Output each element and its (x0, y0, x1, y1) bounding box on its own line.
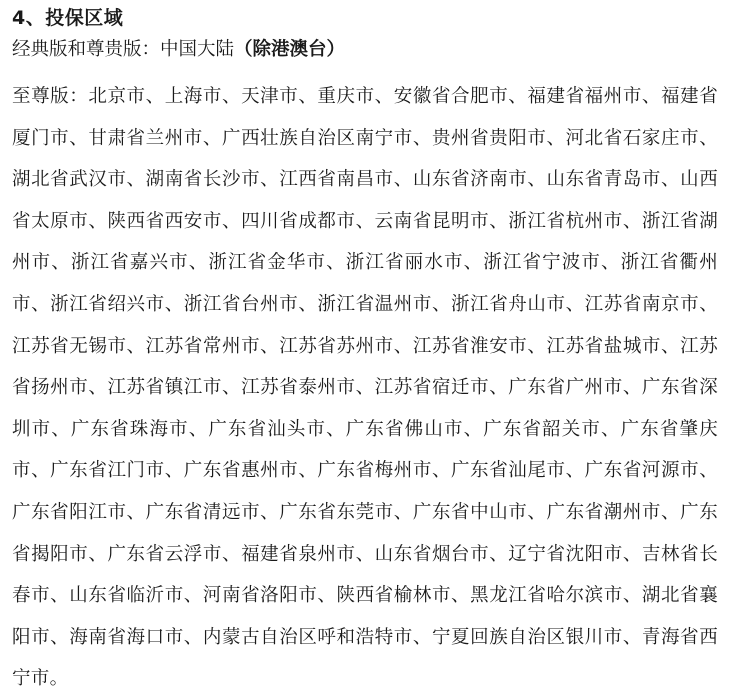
basic-region-label: 经典版和尊贵版： (12, 39, 161, 60)
region-exclusion-note: （除港澳台） (234, 39, 346, 60)
basic-region-value: 中国大陆 (160, 39, 235, 60)
section-title: 4、投保区域 (12, 7, 124, 29)
basic-region-line (12, 36, 718, 76)
premium-region-list: 至尊版：北京市、上海市、天津市、重庆市、安徽省合肥市、福建省福州市、福建省厦门市、甘肃省兰州市、广西壮族自治区南宁市、贵州省贵阳市、河北省石家庄市、湖北省武汉市、湖南省长沙市、江西省南昌市、山东省济南市、山东省青岛市、山西省太原市、陕西省西安市、四川省成都市、云南省昆明市、浙江省杭州市、浙江省湖州市、浙江省嘉兴市、浙江省金华市、浙江省丽水市、浙江省宁波市、浙江省衢州市、浙江省绍兴市、浙江省台州市、浙江省温州市、浙江省舟山市、江苏省南京市、江苏省无锡市、江苏省常州市、江苏省苏州市、江苏省淮安市、江苏省盐城市、江苏省扬州市、江苏省镇江市、江苏省泰州市、江苏省宿迁市、广东省广州市、广东省深圳市、广东省珠海市、广东省汕头市、广东省佛山市、广东省韶关市、广东省肇庆市、广东省江门市、广东省惠州市、广东省梅州市、广东省汕尾市、广东省河源市、广东省阳江市、广东省清远市、广东省东莞市、广东省中山市、广东省潮州市、广东省揭阳市、广东省云浮市、福建省泉州市、山东省烟台市、辽宁省沈阳市、吉林省长春市、山东省临沂市、河南省洛阳市、陕西省榆林市、黑龙江省哈尔滨市、湖北省襄阳市、海南省海口市、内蒙古自治区呼和浩特市、宁夏回族自治区银川市、青海省西宁市。 (12, 86, 718, 690)
